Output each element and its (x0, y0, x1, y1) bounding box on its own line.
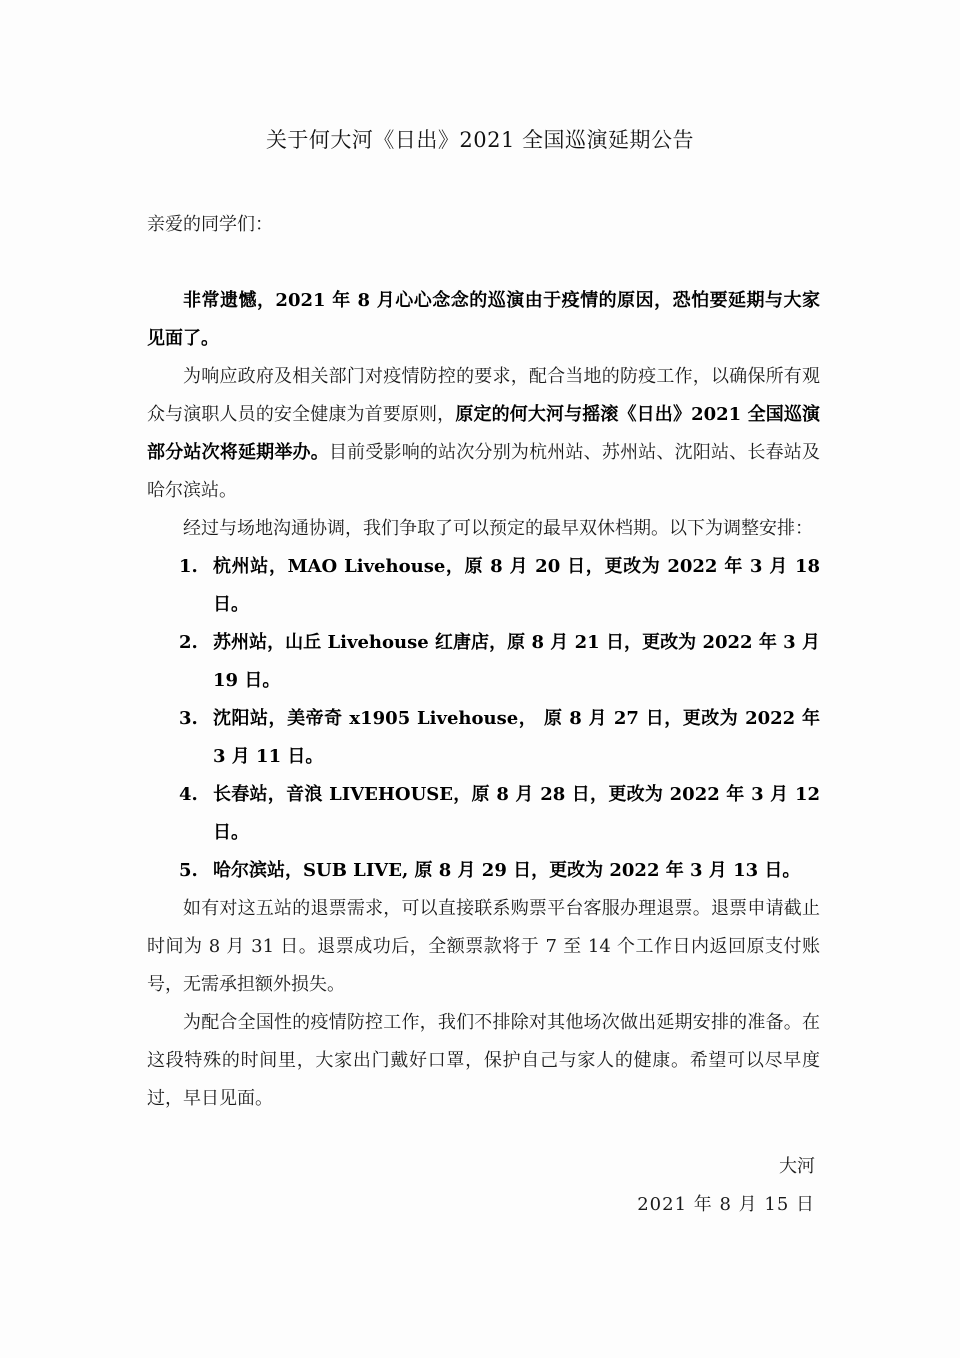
list-item (147, 776, 820, 852)
list-item-number: 5. (179, 860, 198, 881)
signature: 大河 (779, 1156, 815, 1177)
document-title: 关于何大河《日出》2021 全国巡演延期公告 (265, 128, 695, 152)
list-item (147, 852, 820, 890)
list-item-text: 苏州站，山丘 Livehouse 红唐店，原 8 月 21 日，更改为 2022 年 3 月 19 日。 (213, 632, 820, 691)
paragraph-policy-part-a: 为响应政府及相关部门对疫情防控的要求，配合当地的防疫工作，以确保所有观众与演职人员的安全健康为首要原则， (147, 366, 820, 425)
document-body (147, 282, 820, 1118)
paragraph-closing: 为配合全国性的疫情防控工作，我们不排除对其他场次做出延期安排的准备。在这段特殊的时间里，大家出门戴好口罩，保护自己与家人的健康。希望可以尽早度过，早日见面。 (147, 1012, 820, 1109)
list-item-text: 长春站，音浪 LIVEHOUSE，原 8 月 28 日，更改为 2022 年 3 月 12 日。 (213, 784, 820, 843)
list-item-text: 杭州站，MAO Livehouse，原 8 月 20 日，更改为 2022 年 3 月 18 日。 (213, 556, 820, 615)
list-item (147, 548, 820, 624)
list-item-text: 哈尔滨站，SUB LIVE, 原 8 月 29 日，更改为 2022 年 3 月 13 日。 (213, 860, 801, 881)
paragraph-arrangement: 经过与场地沟通协调，我们争取了可以预定的最早双休档期。以下为调整安排： (183, 518, 813, 539)
list-item-number: 2. (179, 632, 198, 653)
list-item (147, 700, 820, 776)
list-item-text: 沈阳站，美帝奇 x1905 Livehouse， 原 8 月 27 日，更改为 2022 年 3 月 11 日。 (213, 708, 820, 767)
schedule-list (147, 548, 820, 890)
list-item (147, 624, 820, 700)
paragraph-policy (147, 358, 820, 510)
signature-date: 2021 年 8 月 15 日 (637, 1194, 815, 1215)
paragraph-policy-part-c: 目前受影响的站次分别为杭州站、苏州站、沈阳站、长春站及哈尔滨站。 (147, 442, 821, 501)
list-item-number: 3. (179, 708, 198, 729)
list-item-number: 1. (179, 556, 198, 577)
list-item-number: 4. (179, 784, 198, 805)
greeting: 亲爱的同学们： (147, 214, 273, 235)
paragraph-intro: 非常遗憾，2021 年 8 月心心念念的巡演由于疫情的原因，恐怕要延期与大家见面了。 (147, 290, 820, 349)
paragraph-refund: 如有对这五站的退票需求，可以直接联系购票平台客服办理退票。退票申请截止时间为 8 月 31 日。退票成功后，全额票款将于 7 至 14 个工作日内返回原支付账号，无需承担额外损失。 (147, 898, 820, 995)
paragraph-policy-part-b: 原定的何大河与摇滚《日出》2021 全国巡演部分站次将延期举办。 (147, 404, 820, 463)
